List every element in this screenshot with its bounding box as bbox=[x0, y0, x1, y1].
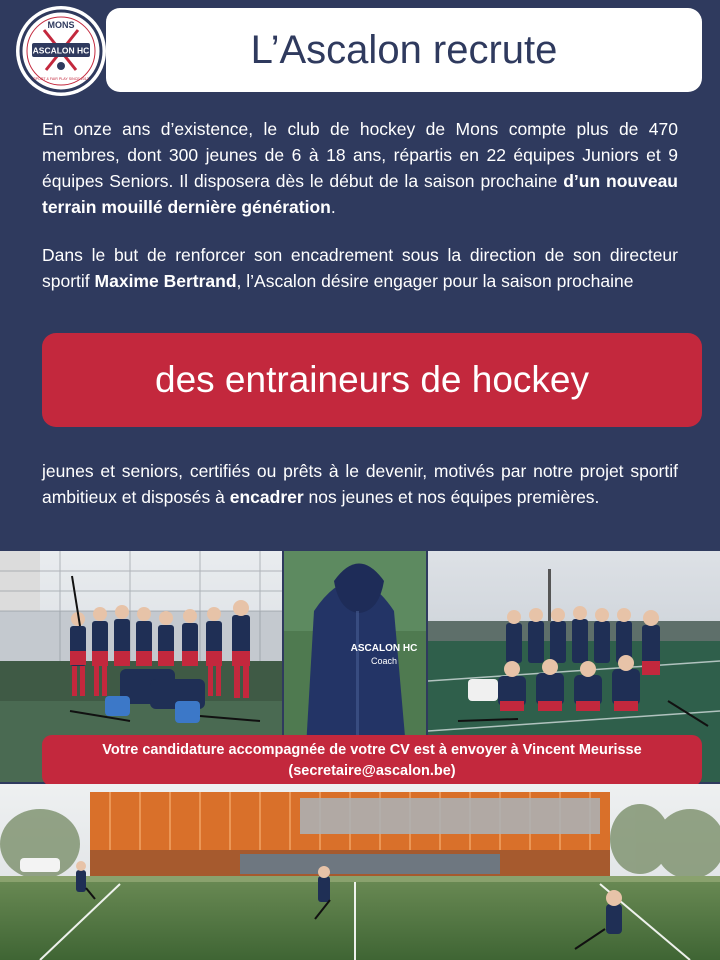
intro-text-2: . bbox=[330, 197, 336, 217]
jacket-text-1: ASCALON HC bbox=[350, 643, 418, 654]
profile-paragraph bbox=[42, 458, 678, 510]
club-logo bbox=[18, 8, 104, 94]
logo-top-text: MONS bbox=[47, 20, 75, 30]
profile-text-2: nos jeunes et nos équipes premières. bbox=[303, 487, 600, 507]
profile-text-1: jeunes et seniors, certifiés ou prêts à le devenir, motivés par notre projet sportif ambitieux et disposés à bbox=[42, 461, 678, 507]
logo-name-text: ASCALON HC bbox=[32, 45, 90, 56]
purpose-bold: Maxime Bertrand bbox=[94, 271, 237, 291]
clubhouse-render bbox=[0, 784, 720, 960]
club-logo-badge bbox=[18, 8, 104, 94]
purpose-text-1: Dans le but de renforcer son encadrement sous la direction de son directeur sportif bbox=[42, 245, 678, 291]
job-banner-text: des entraineurs de hockey bbox=[155, 359, 589, 400]
page-title: L’Ascalon recrute bbox=[250, 27, 558, 72]
application-cta bbox=[42, 735, 702, 786]
purpose-text-2: , l’Ascalon désire engager pour la saison prochaine bbox=[236, 271, 634, 291]
title-box bbox=[106, 8, 702, 92]
intro-bold: d’un nouveau terrain mouillé dernière génération bbox=[42, 171, 678, 217]
cta-line-1: Votre candidature accompagnée de votre CV est à envoyer à Vincent Meurisse bbox=[102, 741, 642, 758]
intro-paragraph bbox=[42, 116, 678, 220]
intro-text-1: En onze ans d’existence, le club de hockey de Mons compte plus de 470 membres, dont 300 jeunes de 6 à 18 ans, répartis en 22 équipes Juniors et 9 équipes Seniors. Il disposera dès le début de la saison prochaine bbox=[42, 119, 678, 191]
logo-motto-text: SPORT & FAIR PLAY SINCE 2012 bbox=[33, 77, 89, 81]
purpose-paragraph bbox=[42, 242, 678, 294]
jacket-text-2: Coach bbox=[370, 656, 398, 666]
profile-bold: encadrer bbox=[229, 487, 304, 507]
cta-email[interactable]: (secretaire@ascalon.be) bbox=[288, 762, 456, 779]
job-banner bbox=[42, 333, 702, 427]
